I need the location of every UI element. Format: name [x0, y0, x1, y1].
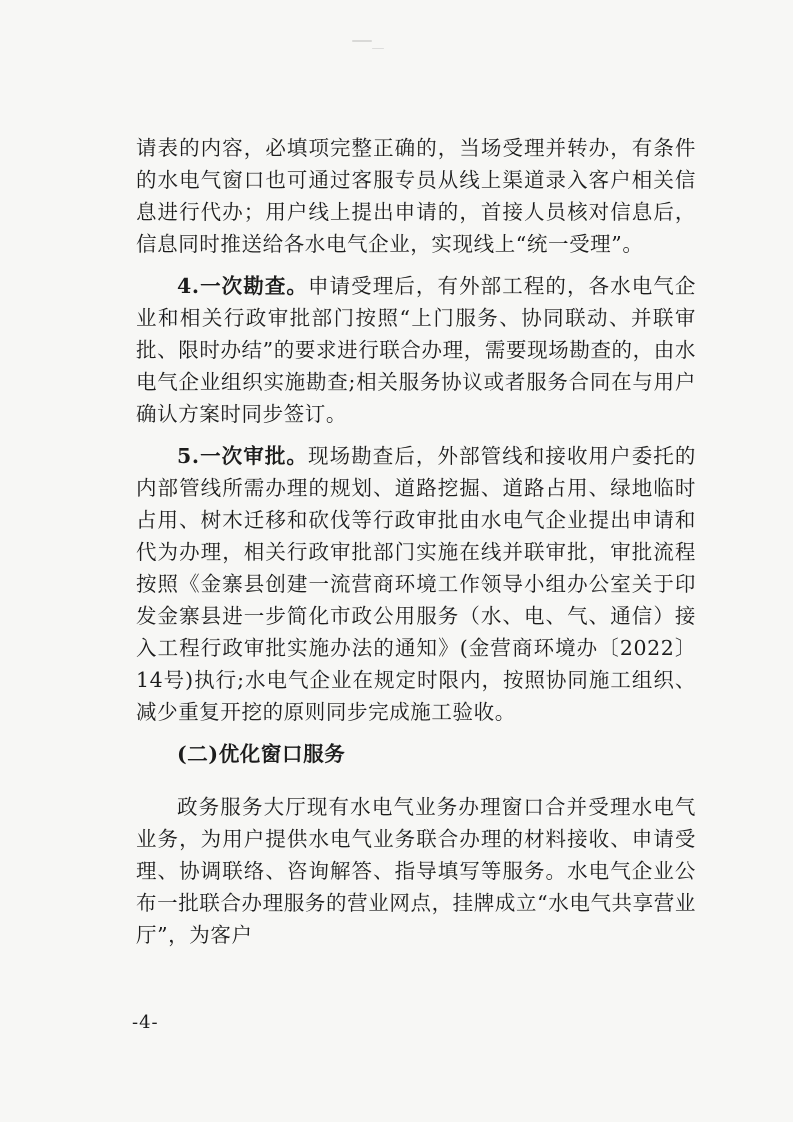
- paragraph-one-time-approval: [136, 440, 696, 728]
- paragraph-lead-survey: 4.一次勘查。: [177, 274, 308, 298]
- section-heading: (二)优化窗口服务: [177, 742, 346, 766]
- scan-artifact: [372, 48, 384, 49]
- page-number: -4-: [132, 1012, 159, 1033]
- paragraph-lead-approval: 5.一次审批。: [177, 444, 308, 468]
- paragraph-continuation: 请表的内容，必填项完整正确的，当场受理并转办，有条件的水电气窗口也可通过客服专员从线上渠道录入客户相关信息进行代办；用户线上提出申请的，首接人员核对信息后，信息同时推送给各水电气企业，实现线上“统一受理”。: [136, 136, 696, 256]
- paragraph-window-service: 政务服务大厅现有水电气业务办理窗口合并受理水电气业务，为用户提供水电气业务联合办理的材料接收、申请受理、协调联络、咨询解答、指导填写等服务。水电气企业公布一批联合办理服务的营业网点，挂牌成立“水电气共享营业厅”，为客户: [136, 794, 696, 947]
- paragraph-one-time-survey: [136, 270, 696, 430]
- document-body: [136, 132, 696, 951]
- paragraph-body-survey: 申请受理后，有外部工程的，各水电气企业和相关行政审批部门按照“上门服务、协同联动、并联审批、限时办结”的要求进行联合办理，需要现场勘查的，由水电气企业组织实施勘查;相关服务协议或者服务合同在与用户确认方案时同步签订。: [136, 274, 696, 426]
- scan-artifact: [352, 40, 372, 42]
- paragraph-body-approval: 现场勘查后，外部管线和接收用户委托的内部管线所需办理的规划、道路挖掘、道路占用、绿地临时占用、树木迁移和砍伐等行政审批由水电气企业提出申请和代为办理，相关行政审批部门实施在线并联审批，审批流程按照《金寨县创建一流营商环境工作领导小组办公室关于印发金寨县进一步简化市政公用服务（水、电、气、通信）接入工程行政审批实施办法的通知》(金营商环境办〔2022〕14号)执行;水电气企业在规定时限内，按照协同施工组织、减少重复开挖的原则同步完成施工验收。: [136, 444, 696, 724]
